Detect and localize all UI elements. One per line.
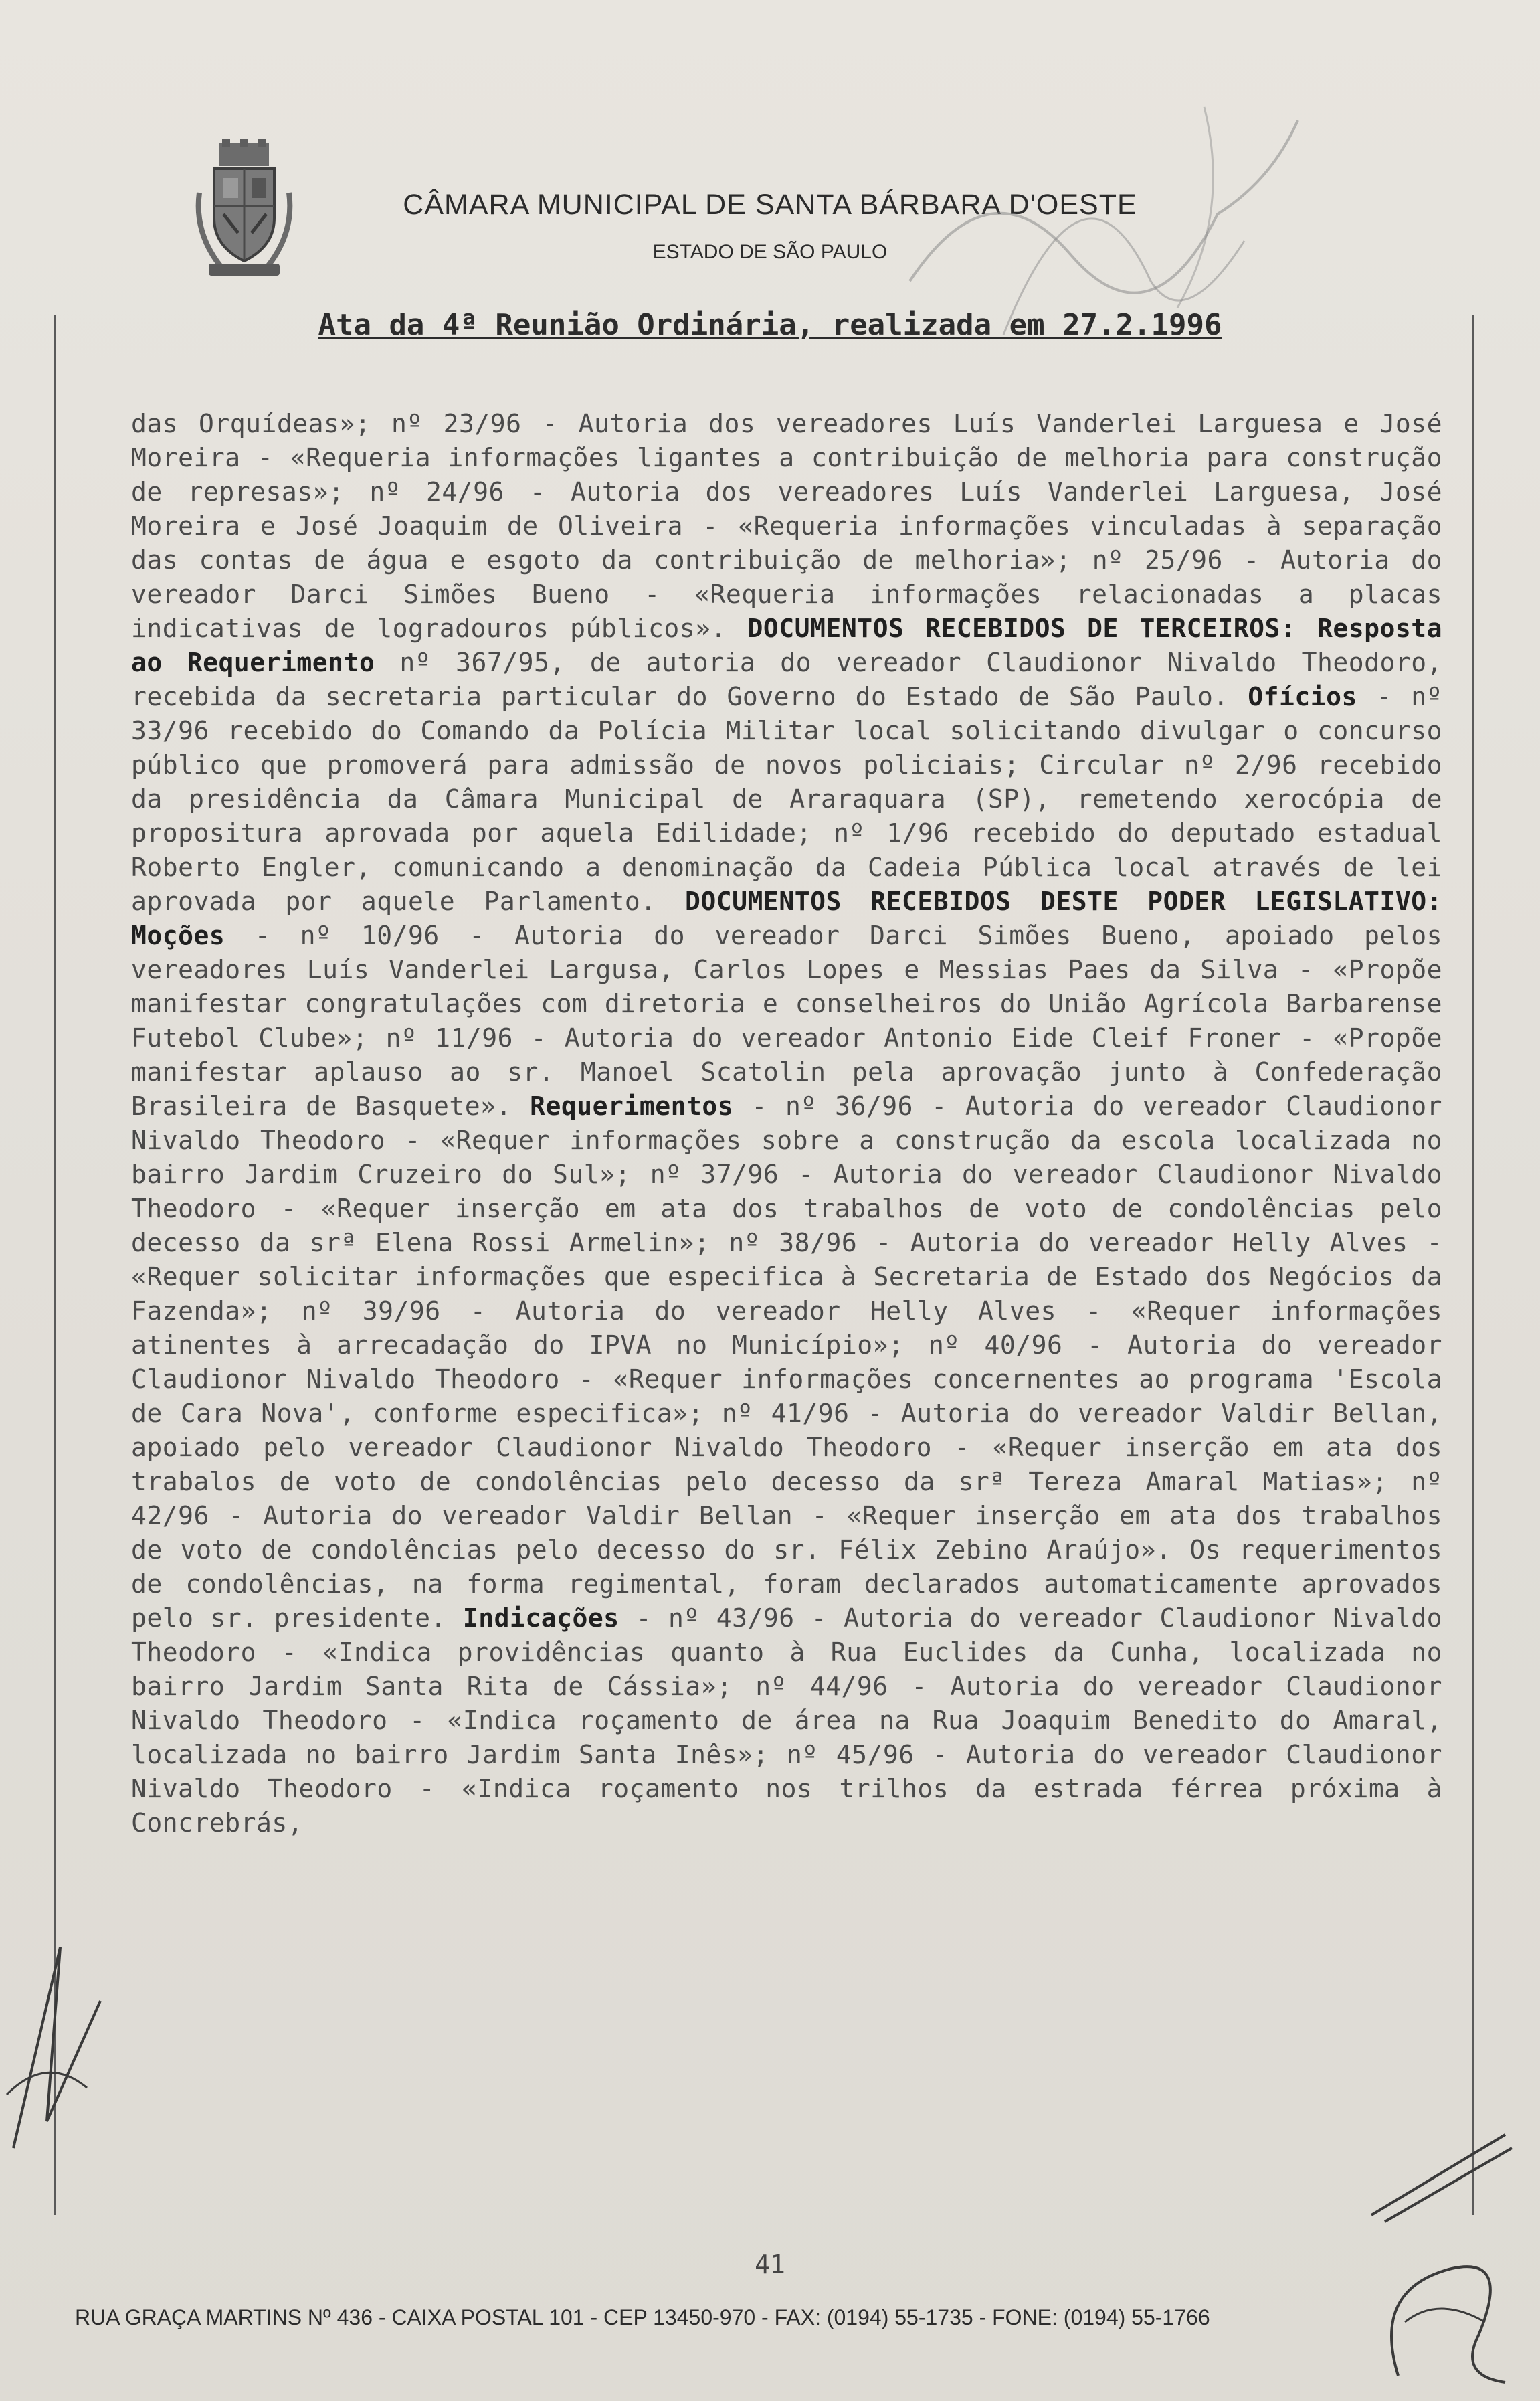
section-heading-oficios: Ofícios	[1248, 682, 1357, 711]
footer-address: RUA GRAÇA MARTINS Nº 436 - CAIXA POSTAL 101 - CEP 13450-970 - FAX: (0194) 55-1735 - FONE: (0194) 55-1766	[75, 2305, 1210, 2329]
signature-scribble-icon	[870, 80, 1338, 361]
organization-name: CÂMARA MUNICIPAL DE SANTA BÁRBARA D'OESTE	[403, 189, 1137, 221]
text-segment: - nº 10/96 - Autoria do vereador Darci Simões Bueno, apoiado pelos vereadores Luís Vanderlei Largusa, Carlos Lopes e Messias Paes da Silva - «Propõe manifestar congratulações com diretoria e conselheiros do União Agrícola Barbarense Futebol Clube»; nº 11/96 - Autoria do vereador Antonio Eide Cleif Froner - «Propõe manifestar aplauso ao sr. Manoel Scatolin pela aprovação junto à Confederação Brasileira de Basquete».	[131, 921, 1442, 1121]
text-segment: - nº 33/96 recebido do Comando da Polícia Militar local solicitando divulgar o concurso público que promoverá para admissão de novos policiais; Circular nº 2/96 recebido da presidência da Câmara Municipal de Araraquara (SP), remetendo xerocópia de propositura aprovada por aquela Edilidade; nº 1/96 recebido do deputado estadual Roberto Engler, comunicando a denominação da Cadeia Pública local através de lei aprovada por aquele Parlamento.	[131, 682, 1443, 916]
section-heading-third-party: DOCUMENTOS RECEBIDOS DE TERCEIROS: Resposta ao Requerimento	[131, 614, 1442, 677]
document-title: Ata da 4ª Reunião Ordinária, realizada em 27.2.1996	[318, 308, 1222, 342]
minutes-body-text	[131, 407, 1442, 1840]
page-frame-right	[1472, 315, 1474, 2215]
text-segment: nº 367/95, de autoria do vereador Claudionor Nivaldo Theodoro, recebida da secretaria particular do Governo do Estado de São Paulo.	[131, 648, 1443, 711]
organization-subtitle: ESTADO DE SÃO PAULO	[652, 241, 888, 263]
section-heading-requerimentos: Requerimentos	[530, 1091, 734, 1121]
text-segment: - nº 43/96 - Autoria do vereador Claudionor Nivaldo Theodoro - «Indica providências quanto à Rua Euclides da Cunha, localizada no bairro Jardim Santa Rita de Cássia»; nº 44/96 - Autoria do vereador Claudionor Nivaldo Theodoro - «Indica roçamento de área na Rua Joaquim Benedito do Amaral, localizada no bairro Jardim Santa Inês»; nº 45/96 - Autoria do vereador Claudionor Nivaldo Theodoro - «Indica roçamento nos trilhos da estrada férrea próxima à Concrebrás,	[131, 1603, 1442, 1838]
text-segment: - nº 36/96 - Autoria do vereador Claudionor Nivaldo Theodoro - «Requer informações sobre a construção da escola localizada no bairro Jardim Cruzeiro do Sul»; nº 37/96 - Autoria do vereador Claudionor Nivaldo Theodoro - «Requer inserção em ata dos trabalhos de voto de condolências pelo decesso da srª Elena Rossi Armelin»; nº 38/96 - Autoria do vereador Helly Alves - «Requer solicitar informações que especifica à Secretaria de Estado dos Negócios da Fazenda»; nº 39/96 - Autoria do vereador Helly Alves - «Requer informações atinentes à arrecadação do IPVA no Município»; nº 40/96 - Autoria do vereador Claudionor Nivaldo Theodoro - «Requer informações concernentes ao programa 'Escola de Cara Nova', conforme especifica»; nº 41/96 - Autoria do vereador Valdir Bellan, apoiado pelo vereador Claudionor Nivaldo Theodoro - «Requer inserção em ata dos trabalos de voto de condolências pelo decesso da srª Tereza Amaral Matias»; nº 42/96 - Autoria do vereador Valdir Bellan - «Requer inserção em ata dos trabalhos de voto de condolências pelo decesso do sr. Félix Zebino Araújo». Os requerimentos de condolências, na forma regimental, foram declarados automaticamente aprovados pelo sr. presidente.	[131, 1091, 1442, 1633]
signature-scribble-icon	[0, 1921, 114, 2161]
section-heading-legislative: DOCUMENTOS RECEBIDOS DESTE PODER LEGISLATIVO: Moções	[131, 887, 1442, 950]
page-number: 41	[755, 2250, 785, 2279]
section-heading-indicacoes: Indicações	[462, 1603, 619, 1633]
signature-scribble-icon	[1358, 2121, 1519, 2389]
text-segment: das Orquídeas»; nº 23/96 - Autoria dos vereadores Luís Vanderlei Larguesa e José Moreira - «Requeria informações ligantes a contribuição de melhoria para construção de represas»; nº 24/96 - Autoria dos vereadores Luís Vanderlei Larguesa, José Moreira e José Joaquim de Oliveira - «Requeria informações vinculadas à separação das contas de água e esgoto da contribuição de melhoria»; nº 25/96 - Autoria do vereador Darci Simões Bueno - «Requeria informações relacionadas a placas indicativas de logradouros públicos».	[131, 409, 1442, 643]
